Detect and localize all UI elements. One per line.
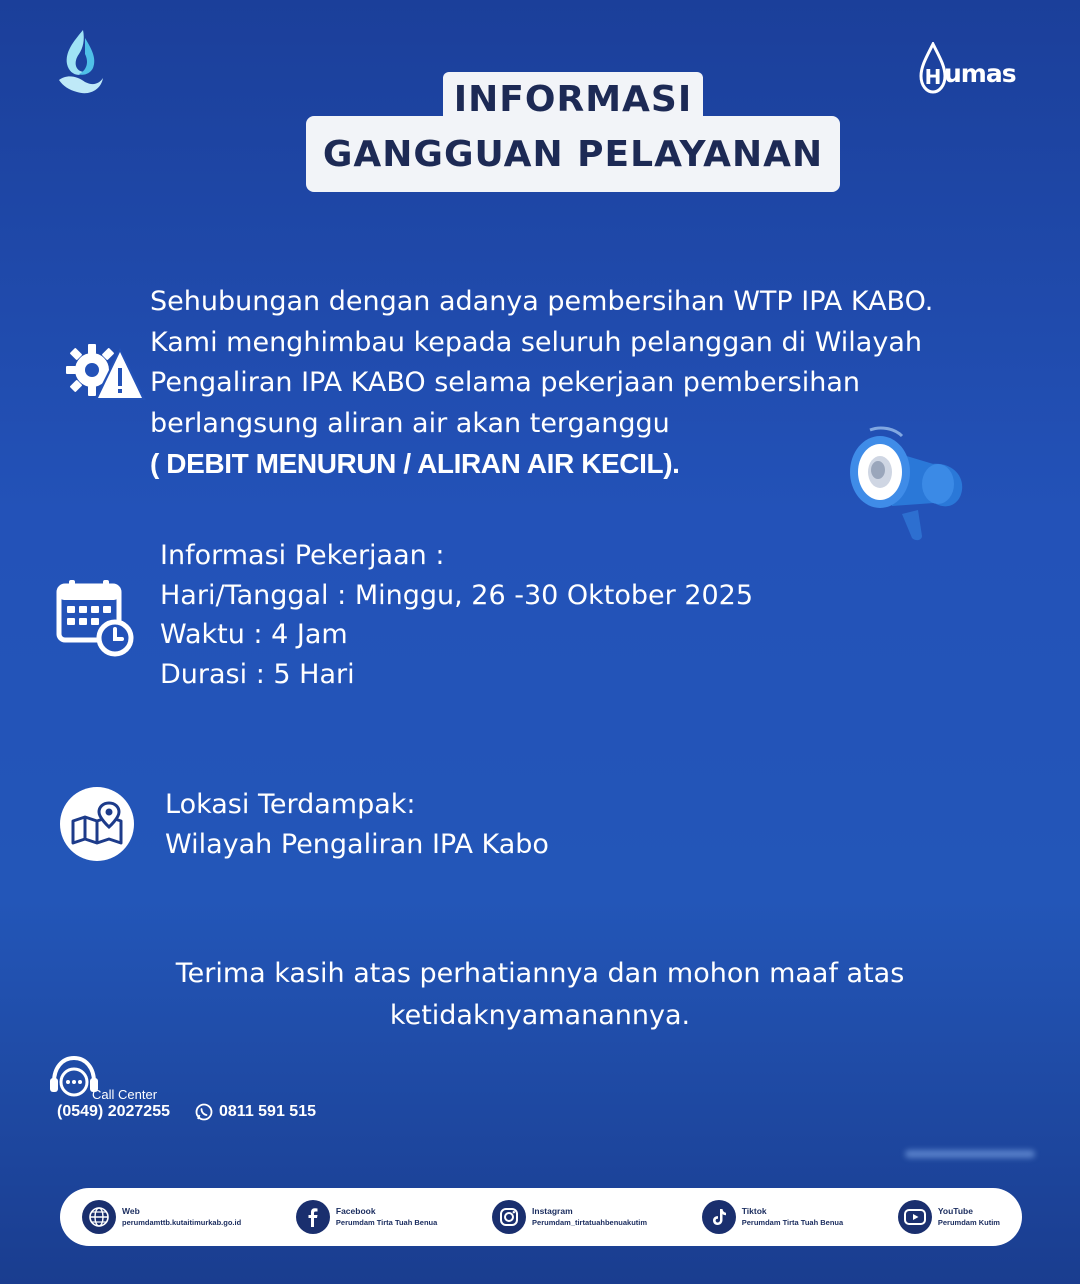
whatsapp-icon [195, 1103, 213, 1121]
social-youtube[interactable] [898, 1200, 1000, 1234]
work-info-time: Waktu : 4 Jam [160, 619, 348, 650]
social-links-bar [60, 1188, 1022, 1246]
gear-warning-icon [62, 340, 146, 404]
call-center-label: Call Center [92, 1087, 158, 1102]
announcement-line-3: Pengaliran IPA KABO selama pekerjaan pembersihan [150, 367, 861, 398]
map-pin-icon [69, 801, 125, 847]
announcement-emphasis: ( DEBIT MENURUN / ALIRAN AIR KECIL). [150, 448, 680, 479]
social-facebook-label: Facebook [335, 1206, 376, 1216]
calendar-clock-icon [55, 578, 135, 658]
title-line-1: INFORMASI [443, 72, 703, 126]
instagram-icon [492, 1200, 526, 1234]
map-location-icon [60, 787, 134, 861]
title-line-2: GANGGUAN PELAYANAN [306, 116, 840, 192]
closing-line-2: ketidaknyamanannya. [389, 1000, 691, 1031]
social-tiktok-value: Perumdam Tirta Tuah Benua [741, 1218, 844, 1227]
social-instagram-label: Instagram [532, 1206, 573, 1216]
closing-message [100, 953, 980, 1037]
megaphone-icon [840, 418, 970, 546]
location-value: Wilayah Pengaliran IPA Kabo [165, 829, 549, 860]
svg-text:H: H [924, 65, 942, 89]
whatsapp-number: 0811 591 515 [219, 1103, 316, 1120]
work-info-duration: Durasi : 5 Hari [160, 658, 355, 690]
social-youtube-label: YouTube [937, 1206, 973, 1216]
water-drop-hand-logo [55, 28, 107, 98]
facebook-icon [296, 1200, 330, 1234]
humas-logo [918, 42, 1016, 94]
affected-location [165, 785, 549, 865]
call-center-phone[interactable]: (0549) 2027255 [57, 1103, 170, 1120]
announcement-line-2: Kami menghimbau kepada seluruh pelanggan di Wilayah [150, 326, 922, 358]
announcement-line-4: berlangsung aliran air akan terganggu [150, 407, 670, 439]
social-facebook-value: Perumdam Tirta Tuah Benua [335, 1218, 438, 1227]
location-heading: Lokasi Terdampak: [165, 789, 416, 820]
closing-line-1: Terima kasih atas perhatiannya dan mohon maaf atas [175, 958, 905, 989]
work-info-date: Hari/Tanggal : Minggu, 26 -30 Oktober 2025 [160, 579, 754, 611]
social-youtube-value: Perumdam Kutim [937, 1218, 1000, 1227]
whatsapp-contact[interactable] [195, 1103, 316, 1121]
social-web-label: Web [122, 1206, 140, 1216]
social-web-value: perumdamttb.kutaitimurkab.go.id [122, 1218, 242, 1227]
social-tiktok[interactable] [702, 1200, 843, 1234]
announcement-line-1: Sehubungan dengan adanya pembersihan WTP IPA KABO. [150, 286, 934, 317]
social-instagram-value: Perumdam_tirtatuahbenuakutim [532, 1218, 648, 1227]
social-web[interactable] [82, 1200, 241, 1234]
tiktok-icon [702, 1200, 736, 1234]
social-instagram[interactable] [492, 1200, 647, 1234]
work-info-heading: Informasi Pekerjaan : [160, 540, 445, 571]
humas-wordmark: umas [944, 58, 1016, 88]
globe-icon [82, 1200, 116, 1234]
decorative-glow [905, 1150, 1035, 1158]
work-info [160, 536, 753, 694]
youtube-icon [898, 1200, 932, 1234]
social-facebook[interactable] [296, 1200, 437, 1234]
social-tiktok-label: Tiktok [741, 1206, 767, 1216]
